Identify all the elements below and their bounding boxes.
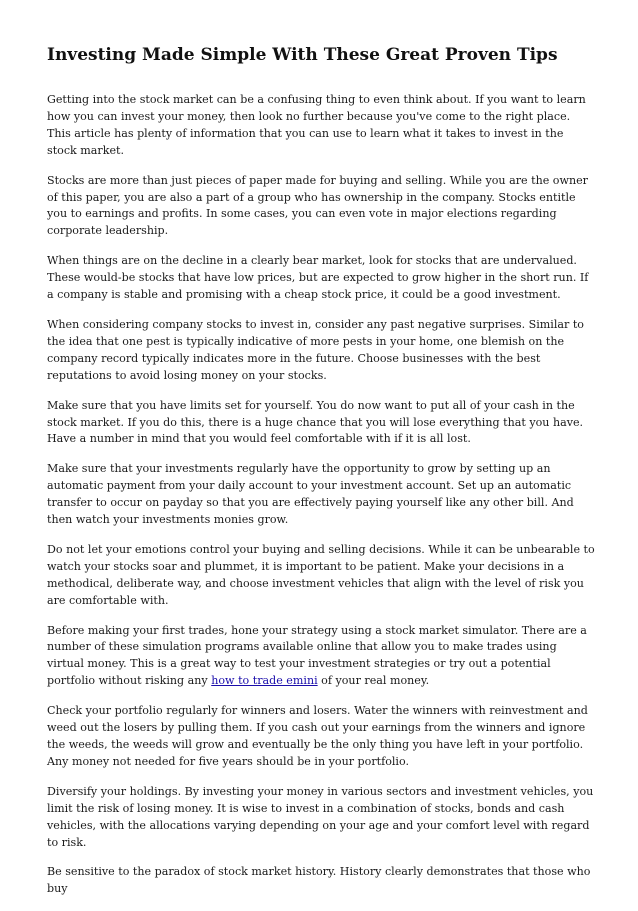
paragraph-automatic-payment: Make sure that your investments regularly have the opportunity to grow by setting up an automatic payment from your daily account to your investment account. Set up an automatic transfer to occur on payday so that you are effectively paying yourself like any other bill. And then watch your investments monies grow. xyxy=(47,462,574,527)
paragraph-paradox: Be sensitive to the paradox of stock market history. History clearly demonstrates that those who buy xyxy=(47,865,591,896)
document-title: Investing Made Simple With These Great Proven Tips xyxy=(47,45,558,65)
paragraph-intro: Getting into the stock market can be a confusing thing to even think about. If you want to learn how you can invest your money, then look no further because you've come to the right place. This article has plenty of information that you can use to learn what it takes to invest in the stock market. xyxy=(47,93,586,157)
document-page xyxy=(47,44,595,911)
paragraph-diversify: Diversify your holdings. By investing your money in various sectors and investment vehicles, you limit the risk of losing money. It is wise to invest in a combination of stocks, bonds and cash vehicles, with the allocations varying depending on your age and your comfort level with regard to risk. xyxy=(47,784,594,849)
simulator-text-before: Before making your first trades, hone your strategy using a stock market simulator. There are a number of these simulation programs available online that allow you to make trades using virtual money. This is a great way to test your investment strategies or try out a potential portfolio without risking any xyxy=(47,623,587,688)
paragraph-simulator xyxy=(47,623,595,691)
paragraph-stocks: Stocks are more than just pieces of paper made for buying and selling. While you are the owner of this paper, you are also a part of a group who has ownership in the company. Stocks entitle you to earnings and profits. In some cases, you can even vote in major elections regarding corporate leadership. xyxy=(47,173,588,238)
how-to-trade-emini-link[interactable]: how to trade emini xyxy=(211,674,318,688)
paragraph-portfolio-check: Check your portfolio regularly for winners and losers. Water the winners with reinvestment and weed out the losers by pulling them. If you cash out your earnings from the winners and ignore the weeds, the weeds will grow and eventually be the only thing you have left in your portfolio. Any money not needed for five years should be in your portfolio. xyxy=(47,704,588,768)
simulator-text-after: of your real money. xyxy=(317,674,430,688)
paragraph-emotions: Do not let your emotions control your buying and selling decisions. While it can be unbearable to watch your stocks soar and plummet, it is important to be patient. Make your decisions in a methodical, deliberate way, and choose investment vehicles that align with the level of risk you are comfortable with. xyxy=(47,542,595,607)
paragraph-bear-market: When things are on the decline in a clearly bear market, look for stocks that are undervalued. These would-be stocks that have low prices, but are expected to grow higher in the short run. If a company is stable and promising with a cheap stock price, it could be a good investment. xyxy=(47,254,589,302)
paragraph-negative-surprises: When considering company stocks to invest in, consider any past negative surprises. Similar to the idea that one pest is typically indicative of more pests in your home, one blemish on the company record typically indicates more in the future. Choose businesses with the best reputations to avoid losing money on your stocks. xyxy=(47,317,584,382)
paragraph-limits: Make sure that you have limits set for yourself. You do now want to put all of your cash in the stock market. If you do this, there is a huge chance that you will lose everything that you have. Have a number in mind that you would feel comfortable with if it is all lost. xyxy=(47,398,584,446)
